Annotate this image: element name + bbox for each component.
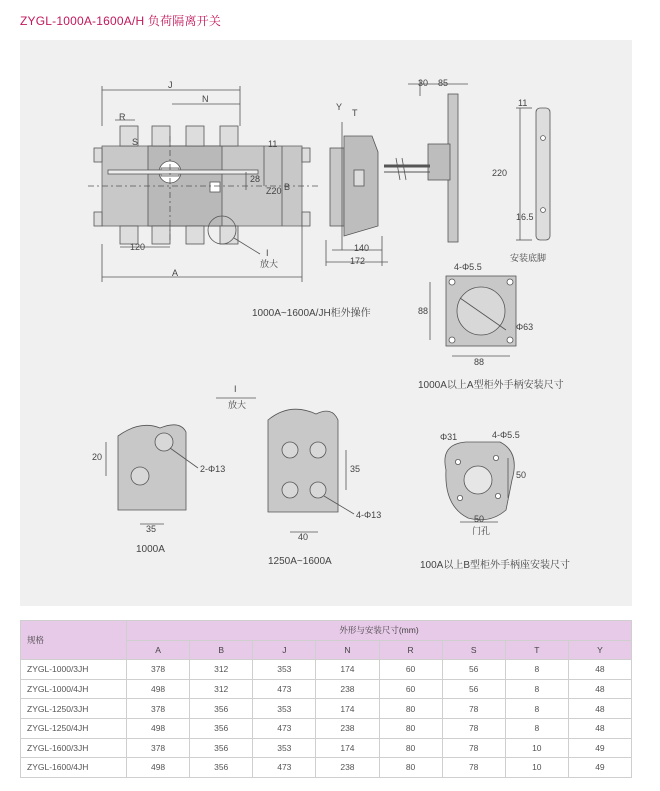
column-header-j: J — [253, 640, 316, 660]
dim-y: Y — [336, 102, 343, 112]
value-cell-r: 80 — [379, 718, 442, 738]
a-type-holes: 4-Φ5.5 — [454, 262, 482, 272]
value-cell-s: 56 — [442, 679, 505, 699]
table-row — [21, 660, 632, 680]
b-type-dim-50-v: 50 — [516, 470, 527, 480]
dim-r: R — [119, 112, 126, 122]
drawing-lines — [20, 40, 632, 606]
table-row — [21, 718, 632, 738]
column-header-s: S — [442, 640, 505, 660]
detail-zoom-ref: 放大 — [260, 259, 279, 269]
b-type-dia: Φ31 — [440, 432, 458, 442]
table-row — [21, 679, 632, 699]
value-cell-b: 312 — [190, 660, 253, 680]
detail-1250a — [268, 409, 354, 532]
model-cell: ZYGL-1250/3JH — [21, 699, 127, 719]
value-cell-y: 49 — [568, 738, 631, 758]
value-cell-a: 378 — [127, 738, 190, 758]
value-cell-a: 378 — [127, 660, 190, 680]
value-cell-a: 498 — [127, 718, 190, 738]
handle-view — [384, 80, 468, 242]
value-cell-n: 238 — [316, 718, 379, 738]
b-type-mount — [445, 442, 514, 522]
spec-table — [20, 620, 632, 778]
value-cell-s: 78 — [442, 758, 505, 778]
value-cell-s: 78 — [442, 699, 505, 719]
model-cell: ZYGL-1000/3JH — [21, 660, 127, 680]
dim-28: 28 — [250, 174, 261, 184]
column-header-b: B — [190, 640, 253, 660]
dim-j: J — [168, 80, 173, 90]
a-type-dim-88-v: 88 — [418, 306, 429, 316]
d1250-dim-40: 40 — [298, 532, 309, 542]
page-title: ZYGL-1000A-1600A/H 负荷隔离开关 — [20, 14, 222, 28]
dim-b: B — [284, 182, 291, 192]
d1250-dim-35: 35 — [350, 464, 361, 474]
a-type-dia: Φ63 — [516, 322, 534, 332]
value-cell-y: 48 — [568, 718, 631, 738]
dim-t: T — [352, 108, 358, 118]
technical-drawing-area — [20, 40, 632, 606]
table-row — [21, 758, 632, 778]
model-cell: ZYGL-1000/4JH — [21, 679, 127, 699]
model-cell: ZYGL-1250/4JH — [21, 718, 127, 738]
detail-title-zoom: 放大 — [228, 400, 247, 410]
value-cell-b: 312 — [190, 679, 253, 699]
model-cell: ZYGL-1600/3JH — [21, 738, 127, 758]
value-cell-t: 8 — [505, 660, 568, 680]
a-type-dim-88-h: 88 — [474, 357, 485, 367]
base-dim-220: 220 — [492, 168, 508, 178]
dim-85: 85 — [438, 78, 449, 88]
model-cell: ZYGL-1600/4JH — [21, 758, 127, 778]
column-header-r: R — [379, 640, 442, 660]
value-cell-b: 356 — [190, 738, 253, 758]
value-cell-r: 80 — [379, 758, 442, 778]
b-type-door: 门孔 — [472, 526, 491, 536]
main-view-caption: 1000A~1600A/JH柜外操作 — [252, 308, 371, 319]
value-cell-t: 8 — [505, 699, 568, 719]
value-cell-a: 378 — [127, 699, 190, 719]
value-cell-r: 80 — [379, 738, 442, 758]
dim-11: 11 — [268, 139, 278, 149]
value-cell-j: 353 — [253, 699, 316, 719]
value-cell-j: 473 — [253, 679, 316, 699]
dim-30: 30 — [418, 78, 429, 88]
value-cell-n: 174 — [316, 738, 379, 758]
column-header-a: A — [127, 640, 190, 660]
d1250-caption: 1250A~1600A — [268, 556, 332, 567]
b-type-caption: 100A以上B型柜外手柄座安装尺寸 — [420, 560, 571, 571]
detail-i-ref: I — [266, 248, 269, 258]
value-cell-n: 238 — [316, 679, 379, 699]
column-header-n: N — [316, 640, 379, 660]
column-header-t: T — [505, 640, 568, 660]
dim-a: A — [172, 268, 179, 278]
dim-172: 172 — [350, 256, 366, 266]
value-cell-t: 8 — [505, 718, 568, 738]
b-type-dim-50-h: 50 — [474, 514, 485, 524]
value-cell-s: 56 — [442, 660, 505, 680]
spec-table-body — [21, 660, 632, 778]
value-cell-b: 356 — [190, 699, 253, 719]
a-type-mount — [430, 276, 516, 356]
d1000-caption: 1000A — [136, 544, 165, 555]
value-cell-y: 48 — [568, 679, 631, 699]
value-cell-n: 174 — [316, 699, 379, 719]
value-cell-s: 78 — [442, 738, 505, 758]
column-header-y: Y — [568, 640, 631, 660]
table-row — [21, 699, 632, 719]
d1000-dim-35: 35 — [146, 524, 157, 534]
base-dim-11: 11 — [518, 98, 528, 108]
model-header: 规格 — [21, 621, 127, 660]
dim-140: 140 — [354, 243, 370, 253]
value-cell-j: 473 — [253, 758, 316, 778]
dim-z20: Z20 — [266, 186, 282, 196]
value-cell-n: 174 — [316, 660, 379, 680]
a-type-caption: 1000A以上A型柜外手柄安装尺寸 — [418, 380, 564, 391]
value-cell-b: 356 — [190, 758, 253, 778]
value-cell-r: 60 — [379, 679, 442, 699]
dim-120: 120 — [130, 242, 146, 252]
value-cell-a: 498 — [127, 758, 190, 778]
dim-s: S — [132, 137, 139, 147]
value-cell-j: 353 — [253, 738, 316, 758]
b-type-holes: 4-Φ5.5 — [492, 430, 520, 440]
value-cell-j: 353 — [253, 660, 316, 680]
detail-title-i: I — [234, 384, 237, 394]
value-cell-a: 498 — [127, 679, 190, 699]
value-cell-j: 473 — [253, 718, 316, 738]
value-cell-t: 8 — [505, 679, 568, 699]
d1250-holes: 4-Φ13 — [356, 510, 382, 520]
value-cell-b: 356 — [190, 718, 253, 738]
value-cell-t: 10 — [505, 758, 568, 778]
d1000-holes: 2-Φ13 — [200, 464, 226, 474]
detail-1000a — [106, 425, 198, 524]
value-cell-t: 10 — [505, 738, 568, 758]
value-cell-y: 48 — [568, 660, 631, 680]
base-dim-16-5: 16.5 — [516, 212, 534, 222]
value-cell-n: 238 — [316, 758, 379, 778]
dim-n: N — [202, 94, 209, 104]
table-row — [21, 738, 632, 758]
base-caption: 安装底脚 — [510, 253, 547, 263]
value-cell-y: 48 — [568, 699, 631, 719]
d1000-dim-20: 20 — [92, 452, 103, 462]
value-cell-y: 49 — [568, 758, 631, 778]
value-cell-r: 80 — [379, 699, 442, 719]
group-header: 外形与安装尺寸(mm) — [127, 621, 632, 641]
value-cell-r: 60 — [379, 660, 442, 680]
value-cell-s: 78 — [442, 718, 505, 738]
